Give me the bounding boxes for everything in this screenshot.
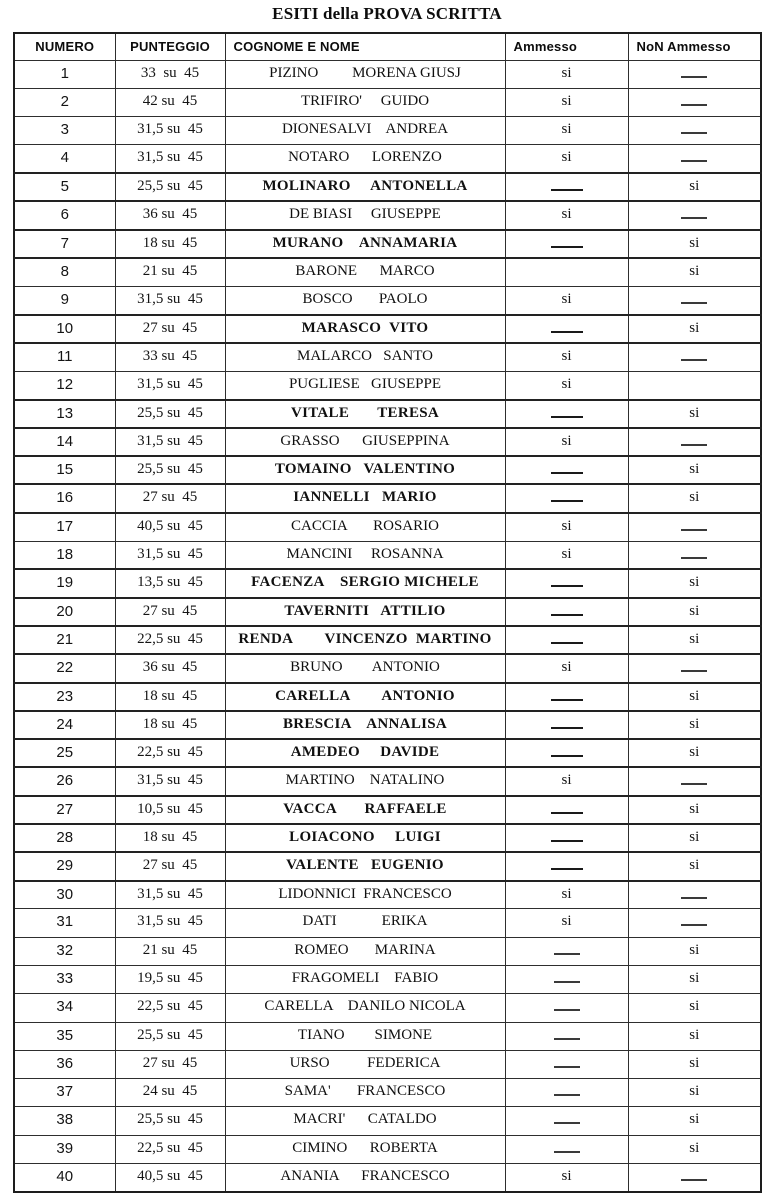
table-row: [14, 654, 761, 682]
table-row: [14, 711, 761, 739]
table-row: [14, 315, 761, 343]
dash-mark: [681, 659, 707, 672]
dash-mark: [551, 461, 583, 474]
cell-non-ammesso: si: [628, 994, 761, 1022]
dash-mark: [681, 1168, 707, 1181]
cell-name: PIZINO MORENA GIUSJ: [225, 60, 505, 88]
cell-ammesso: [505, 1050, 628, 1078]
cell-numero: 39: [14, 1135, 115, 1163]
cell-non-ammesso: si: [628, 456, 761, 484]
table-row: [14, 1022, 761, 1050]
cell-ammesso: si: [505, 60, 628, 88]
dash-mark: [551, 716, 583, 729]
cell-name: DIONESALVI ANDREA: [225, 117, 505, 145]
cell-non-ammesso: [628, 145, 761, 173]
cell-name: FRAGOMELI FABIO: [225, 966, 505, 994]
cell-numero: 17: [14, 513, 115, 541]
cell-ammesso: [505, 1079, 628, 1107]
dash-mark: [554, 1111, 580, 1124]
table-row: [14, 767, 761, 795]
cell-name: IANNELLI MARIO: [225, 484, 505, 512]
dash-mark: [554, 1140, 580, 1153]
table-row: [14, 937, 761, 965]
cell-ammesso: si: [505, 371, 628, 399]
cell-ammesso: [505, 966, 628, 994]
cell-punteggio: 31,5 su 45: [115, 117, 225, 145]
cell-numero: 37: [14, 1079, 115, 1107]
results-table: [13, 32, 762, 1193]
table-row: [14, 626, 761, 654]
dash-mark: [681, 886, 707, 899]
cell-name: URSO FEDERICA: [225, 1050, 505, 1078]
cell-numero: 16: [14, 484, 115, 512]
table-row: [14, 286, 761, 314]
table-row: [14, 1107, 761, 1135]
dash-mark: [681, 65, 707, 78]
cell-name: CARELLA DANILO NICOLA: [225, 994, 505, 1022]
table-row: [14, 683, 761, 711]
cell-punteggio: 31,5 su 45: [115, 145, 225, 173]
cell-non-ammesso: si: [628, 626, 761, 654]
dash-mark: [681, 291, 707, 304]
cell-non-ammesso: [628, 286, 761, 314]
cell-name: SAMA' FRANCESCO: [225, 1079, 505, 1107]
cell-non-ammesso: si: [628, 711, 761, 739]
cell-name: VITALE TERESA: [225, 400, 505, 428]
cell-ammesso: si: [505, 286, 628, 314]
table-row: [14, 173, 761, 201]
cell-ammesso: si: [505, 1164, 628, 1192]
cell-name: ROMEO MARINA: [225, 937, 505, 965]
cell-punteggio: 24 su 45: [115, 1079, 225, 1107]
cell-non-ammesso: [628, 541, 761, 569]
cell-punteggio: 18 su 45: [115, 230, 225, 258]
cell-punteggio: 10,5 su 45: [115, 796, 225, 824]
cell-punteggio: 18 su 45: [115, 711, 225, 739]
cell-non-ammesso: si: [628, 1022, 761, 1050]
table-row: [14, 258, 761, 286]
cell-numero: 11: [14, 343, 115, 371]
table-row: [14, 966, 761, 994]
cell-punteggio: 40,5 su 45: [115, 1164, 225, 1192]
cell-name: FACENZA SERGIO MICHELE: [225, 569, 505, 597]
table-row: [14, 456, 761, 484]
cell-numero: 8: [14, 258, 115, 286]
cell-punteggio: 25,5 su 45: [115, 456, 225, 484]
table-row: [14, 824, 761, 852]
cell-numero: 9: [14, 286, 115, 314]
cell-non-ammesso: si: [628, 966, 761, 994]
cell-ammesso: si: [505, 767, 628, 795]
cell-ammesso: [505, 569, 628, 597]
cell-ammesso: si: [505, 909, 628, 937]
cell-punteggio: 18 su 45: [115, 824, 225, 852]
cell-non-ammesso: si: [628, 1050, 761, 1078]
header-non-ammesso: NoN Ammesso: [628, 33, 761, 60]
cell-name: AMEDEO DAVIDE: [225, 739, 505, 767]
cell-ammesso: [505, 852, 628, 880]
dash-mark: [554, 1083, 580, 1096]
cell-punteggio: 25,5 su 45: [115, 173, 225, 201]
cell-punteggio: 22,5 su 45: [115, 626, 225, 654]
cell-punteggio: 25,5 su 45: [115, 1107, 225, 1135]
cell-name: BRUNO ANTONIO: [225, 654, 505, 682]
cell-non-ammesso: si: [628, 598, 761, 626]
cell-name: MACRI' CATALDO: [225, 1107, 505, 1135]
cell-name: GRASSO GIUSEPPINA: [225, 428, 505, 456]
cell-punteggio: 33 su 45: [115, 343, 225, 371]
table-row: [14, 569, 761, 597]
cell-name: MARTINO NATALINO: [225, 767, 505, 795]
dash-mark: [681, 348, 707, 361]
cell-numero: 33: [14, 966, 115, 994]
cell-punteggio: 25,5 su 45: [115, 400, 225, 428]
cell-non-ammesso: [628, 428, 761, 456]
cell-ammesso: [505, 824, 628, 852]
table-row: [14, 117, 761, 145]
dash-mark: [681, 149, 707, 162]
cell-name: BOSCO PAOLO: [225, 286, 505, 314]
cell-punteggio: 27 su 45: [115, 852, 225, 880]
cell-non-ammesso: si: [628, 1135, 761, 1163]
cell-name: PUGLIESE GIUSEPPE: [225, 371, 505, 399]
cell-ammesso: si: [505, 343, 628, 371]
cell-ammesso: si: [505, 117, 628, 145]
cell-ammesso: [505, 739, 628, 767]
cell-numero: 13: [14, 400, 115, 428]
cell-name: NOTARO LORENZO: [225, 145, 505, 173]
cell-name: CARELLA ANTONIO: [225, 683, 505, 711]
cell-non-ammesso: si: [628, 683, 761, 711]
table-row: [14, 400, 761, 428]
header-ammesso: Ammesso: [505, 33, 628, 60]
cell-ammesso: [505, 315, 628, 343]
cell-non-ammesso: [628, 343, 761, 371]
cell-numero: 10: [14, 315, 115, 343]
cell-punteggio: 19,5 su 45: [115, 966, 225, 994]
cell-ammesso: [505, 683, 628, 711]
cell-punteggio: 27 su 45: [115, 1050, 225, 1078]
table-row: [14, 881, 761, 909]
table-row: [14, 1164, 761, 1192]
cell-punteggio: 36 su 45: [115, 201, 225, 229]
page-title: ESITI della PROVA SCRITTA: [272, 4, 502, 23]
cell-non-ammesso: [628, 201, 761, 229]
cell-numero: 3: [14, 117, 115, 145]
cell-ammesso: [505, 230, 628, 258]
cell-name: TAVERNITI ATTILIO: [225, 598, 505, 626]
cell-punteggio: 22,5 su 45: [115, 739, 225, 767]
cell-numero: 40: [14, 1164, 115, 1192]
cell-punteggio: 31,5 su 45: [115, 286, 225, 314]
cell-ammesso: si: [505, 881, 628, 909]
table-row: [14, 1135, 761, 1163]
cell-non-ammesso: si: [628, 1107, 761, 1135]
cell-punteggio: 18 su 45: [115, 683, 225, 711]
cell-numero: 15: [14, 456, 115, 484]
cell-ammesso: [505, 258, 628, 286]
dash-mark: [551, 320, 583, 333]
cell-name: RENDA VINCENZO MARTINO: [225, 626, 505, 654]
cell-numero: 12: [14, 371, 115, 399]
cell-non-ammesso: si: [628, 569, 761, 597]
cell-ammesso: si: [505, 541, 628, 569]
table-row: [14, 739, 761, 767]
dash-mark: [551, 857, 583, 870]
dash-mark: [551, 829, 583, 842]
cell-numero: 23: [14, 683, 115, 711]
header-cognome-e-nome: COGNOME E NOME: [225, 33, 505, 60]
cell-punteggio: 36 su 45: [115, 654, 225, 682]
cell-non-ammesso: [628, 1164, 761, 1192]
cell-name: TOMAINO VALENTINO: [225, 456, 505, 484]
dash-mark: [681, 546, 707, 559]
cell-numero: 19: [14, 569, 115, 597]
table-row: [14, 428, 761, 456]
cell-numero: 30: [14, 881, 115, 909]
table-row: [14, 201, 761, 229]
cell-punteggio: 27 su 45: [115, 484, 225, 512]
table-body: [14, 60, 761, 1192]
cell-punteggio: 21 su 45: [115, 258, 225, 286]
cell-non-ammesso: [628, 881, 761, 909]
cell-ammesso: [505, 1107, 628, 1135]
cell-numero: 32: [14, 937, 115, 965]
dash-mark: [551, 405, 583, 418]
cell-non-ammesso: [628, 371, 761, 399]
cell-numero: 22: [14, 654, 115, 682]
dash-mark: [554, 998, 580, 1011]
cell-non-ammesso: si: [628, 1079, 761, 1107]
dash-mark: [681, 121, 707, 134]
table-row: [14, 88, 761, 116]
dash-mark: [551, 489, 583, 502]
cell-name: VALENTE EUGENIO: [225, 852, 505, 880]
cell-punteggio: 42 su 45: [115, 88, 225, 116]
cell-punteggio: 31,5 su 45: [115, 909, 225, 937]
cell-non-ammesso: si: [628, 258, 761, 286]
table-row: [14, 343, 761, 371]
cell-numero: 29: [14, 852, 115, 880]
table-row: [14, 230, 761, 258]
dash-mark: [551, 631, 583, 644]
cell-punteggio: 27 su 45: [115, 598, 225, 626]
cell-name: MALARCO SANTO: [225, 343, 505, 371]
cell-numero: 7: [14, 230, 115, 258]
cell-non-ammesso: [628, 117, 761, 145]
table-row: [14, 796, 761, 824]
cell-name: MURANO ANNAMARIA: [225, 230, 505, 258]
cell-numero: 38: [14, 1107, 115, 1135]
cell-numero: 4: [14, 145, 115, 173]
cell-name: TRIFIRO' GUIDO: [225, 88, 505, 116]
cell-non-ammesso: si: [628, 173, 761, 201]
cell-punteggio: 22,5 su 45: [115, 994, 225, 1022]
cell-numero: 24: [14, 711, 115, 739]
cell-non-ammesso: [628, 88, 761, 116]
table-row: [14, 541, 761, 569]
cell-non-ammesso: si: [628, 937, 761, 965]
cell-numero: 27: [14, 796, 115, 824]
dash-mark: [551, 801, 583, 814]
cell-name: MANCINI ROSANNA: [225, 541, 505, 569]
cell-punteggio: 31,5 su 45: [115, 541, 225, 569]
table-row: [14, 1079, 761, 1107]
cell-ammesso: [505, 937, 628, 965]
dash-mark: [681, 772, 707, 785]
cell-non-ammesso: si: [628, 796, 761, 824]
cell-non-ammesso: [628, 767, 761, 795]
dash-mark: [554, 1055, 580, 1068]
cell-ammesso: si: [505, 88, 628, 116]
cell-ammesso: [505, 456, 628, 484]
cell-ammesso: [505, 994, 628, 1022]
cell-non-ammesso: [628, 654, 761, 682]
cell-ammesso: [505, 626, 628, 654]
cell-name: MOLINARO ANTONELLA: [225, 173, 505, 201]
cell-name: BARONE MARCO: [225, 258, 505, 286]
header-numero: NUMERO: [14, 33, 115, 60]
dash-mark: [681, 93, 707, 106]
cell-non-ammesso: [628, 60, 761, 88]
cell-punteggio: 13,5 su 45: [115, 569, 225, 597]
cell-numero: 1: [14, 60, 115, 88]
table-row: [14, 1050, 761, 1078]
table-row: [14, 371, 761, 399]
cell-non-ammesso: si: [628, 739, 761, 767]
dash-mark: [554, 942, 580, 955]
cell-numero: 28: [14, 824, 115, 852]
cell-non-ammesso: [628, 909, 761, 937]
table-row: [14, 513, 761, 541]
cell-ammesso: [505, 400, 628, 428]
cell-ammesso: si: [505, 428, 628, 456]
header-punteggio: PUNTEGGIO: [115, 33, 225, 60]
cell-numero: 34: [14, 994, 115, 1022]
dash-mark: [681, 206, 707, 219]
cell-non-ammesso: si: [628, 315, 761, 343]
cell-numero: 26: [14, 767, 115, 795]
table-row: [14, 484, 761, 512]
cell-ammesso: si: [505, 654, 628, 682]
cell-name: MARASCO VITO: [225, 315, 505, 343]
cell-numero: 25: [14, 739, 115, 767]
cell-punteggio: 21 su 45: [115, 937, 225, 965]
dash-mark: [551, 178, 583, 191]
table-row: [14, 994, 761, 1022]
cell-ammesso: [505, 711, 628, 739]
cell-name: LIDONNICI FRANCESCO: [225, 881, 505, 909]
cell-ammesso: si: [505, 513, 628, 541]
cell-ammesso: [505, 173, 628, 201]
cell-name: DATI ERIKA: [225, 909, 505, 937]
cell-ammesso: [505, 1135, 628, 1163]
cell-name: ANANIA FRANCESCO: [225, 1164, 505, 1192]
cell-name: CIMINO ROBERTA: [225, 1135, 505, 1163]
cell-numero: 31: [14, 909, 115, 937]
cell-punteggio: 25,5 su 45: [115, 1022, 225, 1050]
cell-punteggio: 31,5 su 45: [115, 371, 225, 399]
table-row: [14, 60, 761, 88]
cell-numero: 35: [14, 1022, 115, 1050]
dash-mark: [681, 433, 707, 446]
cell-name: LOIACONO LUIGI: [225, 824, 505, 852]
dash-mark: [554, 970, 580, 983]
cell-non-ammesso: si: [628, 852, 761, 880]
cell-non-ammesso: si: [628, 230, 761, 258]
cell-ammesso: [505, 484, 628, 512]
dash-mark: [681, 518, 707, 531]
dash-mark: [551, 235, 583, 248]
cell-ammesso: [505, 796, 628, 824]
cell-non-ammesso: si: [628, 400, 761, 428]
cell-numero: 14: [14, 428, 115, 456]
cell-numero: 21: [14, 626, 115, 654]
cell-punteggio: 27 su 45: [115, 315, 225, 343]
cell-non-ammesso: si: [628, 484, 761, 512]
cell-numero: 20: [14, 598, 115, 626]
cell-non-ammesso: [628, 513, 761, 541]
dash-mark: [551, 603, 583, 616]
cell-name: TIANO SIMONE: [225, 1022, 505, 1050]
cell-punteggio: 31,5 su 45: [115, 428, 225, 456]
cell-ammesso: si: [505, 145, 628, 173]
cell-name: CACCIA ROSARIO: [225, 513, 505, 541]
cell-name: BRESCIA ANNALISA: [225, 711, 505, 739]
cell-punteggio: 40,5 su 45: [115, 513, 225, 541]
table-header: [14, 33, 761, 60]
dash-mark: [551, 744, 583, 757]
table-row: [14, 852, 761, 880]
table-row: [14, 598, 761, 626]
table-row: [14, 145, 761, 173]
dash-mark: [551, 574, 583, 587]
cell-numero: 2: [14, 88, 115, 116]
cell-numero: 18: [14, 541, 115, 569]
cell-name: DE BIASI GIUSEPPE: [225, 201, 505, 229]
cell-non-ammesso: si: [628, 824, 761, 852]
cell-name: VACCA RAFFAELE: [225, 796, 505, 824]
cell-punteggio: 33 su 45: [115, 60, 225, 88]
cell-numero: 5: [14, 173, 115, 201]
cell-ammesso: [505, 598, 628, 626]
cell-punteggio: 22,5 su 45: [115, 1135, 225, 1163]
table-row: [14, 909, 761, 937]
cell-ammesso: [505, 1022, 628, 1050]
cell-ammesso: si: [505, 201, 628, 229]
cell-punteggio: 31,5 su 45: [115, 767, 225, 795]
dash-mark: [554, 1027, 580, 1040]
dash-mark: [551, 688, 583, 701]
dash-mark: [681, 913, 707, 926]
cell-numero: 36: [14, 1050, 115, 1078]
header-row: [14, 33, 761, 60]
cell-punteggio: 31,5 su 45: [115, 881, 225, 909]
cell-numero: 6: [14, 201, 115, 229]
